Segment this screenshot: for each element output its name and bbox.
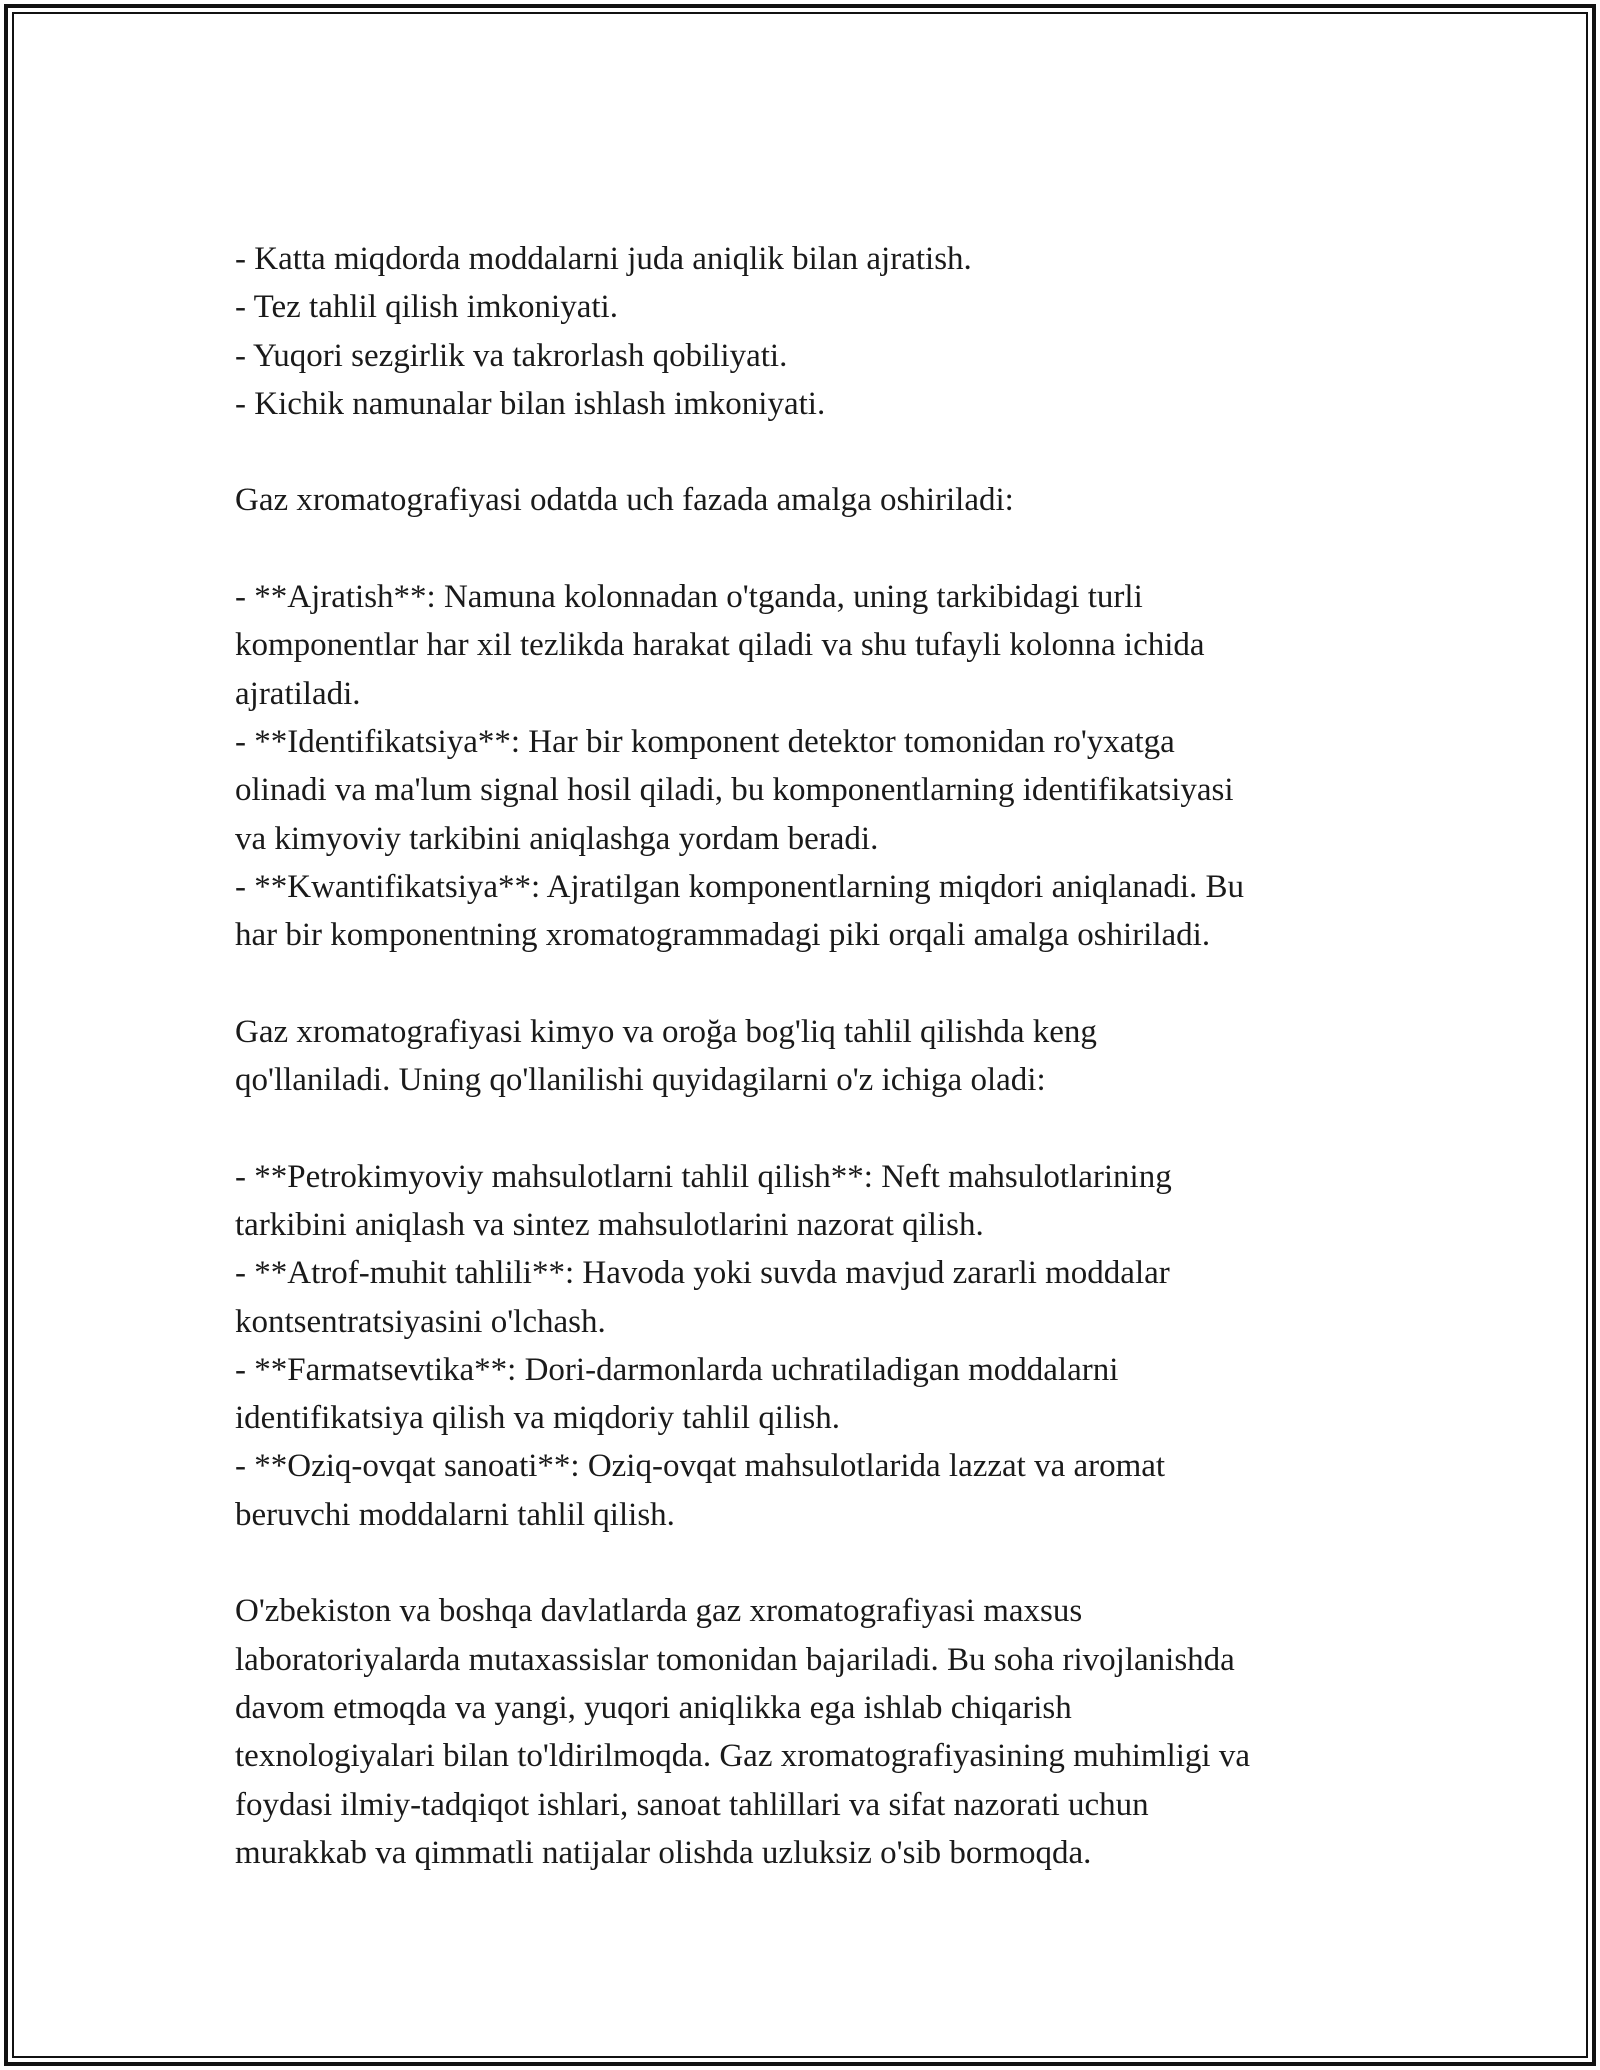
list-item: - Tez tahlil qilish imkoniyati. xyxy=(235,289,618,326)
paragraph-line: Gaz xromatografiyasi odatda uch fazada amalga oshiriladi: xyxy=(235,482,1014,519)
list-item-line: - **Atrof-muhit tahlili**: Havoda yoki suvda mavjud zararli moddalar xyxy=(235,1255,1170,1292)
paragraph-line: qo'llaniladi. Uning qo'llanilishi quyidagilarni o'z ichiga oladi: xyxy=(235,1062,1046,1099)
paragraph-line: texnologiyalari bilan to'ldirilmoqda. Gaz xromatografiyasining muhimligi va xyxy=(235,1738,1250,1775)
list-item-line: identifikatsiya qilish va miqdoriy tahlil qilish. xyxy=(235,1400,840,1437)
phases-intro-paragraph xyxy=(235,476,1365,524)
applications-intro-paragraph xyxy=(235,1008,1365,1105)
list-item: - Yuqori sezgirlik va takrorlash qobiliyati. xyxy=(235,337,788,374)
paragraph-line: laboratoriyalarda mutaxassislar tomonidan bajariladi. Bu soha rivojlanishda xyxy=(235,1641,1235,1678)
list-item-line: olinadi va ma'lum signal hosil qiladi, bu komponentlarning identifikatsiyasi xyxy=(235,772,1234,809)
list-item-line: kontsentratsiyasini o'lchash. xyxy=(235,1303,606,1340)
phases-list xyxy=(235,573,1365,959)
list-item-line: beruvchi moddalarni tahlil qilish. xyxy=(235,1496,675,1533)
paragraph-line: O'zbekiston va boshqa davlatlarda gaz xromatografiyasi maxsus xyxy=(235,1593,1083,1630)
list-item-line: - **Farmatsevtika**: Dori-darmonlarda uchratiladigan moddalarni xyxy=(235,1351,1119,1388)
paragraph-line: foydasi ilmiy-tadqiqot ishlari, sanoat tahlillari va sifat nazorati uchun xyxy=(235,1786,1149,1823)
conclusion-paragraph xyxy=(235,1587,1365,1877)
list-item-line: - **Oziq-ovqat sanoati**: Oziq-ovqat mahsulotlarida lazzat va aromat xyxy=(235,1448,1166,1485)
list-item-line: - **Kwantifikatsiya**: Ajratilgan komponentlarning miqdori aniqlanadi. Bu xyxy=(235,868,1245,905)
paragraph-line: davom etmoqda va yangi, yuqori aniqlikka ega ishlab chiqarish xyxy=(235,1689,1072,1726)
list-item-line: va kimyoviy tarkibini aniqlashga yordam beradi. xyxy=(235,820,879,857)
list-item-line: ajratiladi. xyxy=(235,675,361,712)
paragraph-line: Gaz xromatografiyasi kimyo va oroğa bog'liq tahlil qilishda keng xyxy=(235,1013,1097,1050)
paragraph-line: murakkab va qimmatli natijalar olishda uzluksiz o'sib bormoqda. xyxy=(235,1834,1092,1871)
applications-list xyxy=(235,1153,1365,1539)
advantages-list xyxy=(235,235,1365,428)
list-item-line: har bir komponentning xromatogrammadagi piki orqali amalga oshiriladi. xyxy=(235,917,1211,954)
list-item-line: komponentlar har xil tezlikda harakat qiladi va shu tufayli kolonna ichida xyxy=(235,627,1205,664)
list-item-line: - **Petrokimyoviy mahsulotlarni tahlil qilish**: Neft mahsulotlarining xyxy=(235,1158,1172,1195)
list-item-line: - **Ajratish**: Namuna kolonnadan o'tganda, uning tarkibidagi turli xyxy=(235,579,1143,616)
list-item-line: tarkibini aniqlash va sintez mahsulotlarini nazorat qilish. xyxy=(235,1206,984,1243)
list-item: - Katta miqdorda moddalarni juda aniqlik bilan ajratish. xyxy=(235,241,972,277)
list-item-line: - **Identifikatsiya**: Har bir komponent detektor tomonidan ro'yxatga xyxy=(235,723,1175,760)
list-item: - Kichik namunalar bilan ishlash imkoniyati. xyxy=(235,385,826,422)
document-body xyxy=(235,235,1365,1877)
